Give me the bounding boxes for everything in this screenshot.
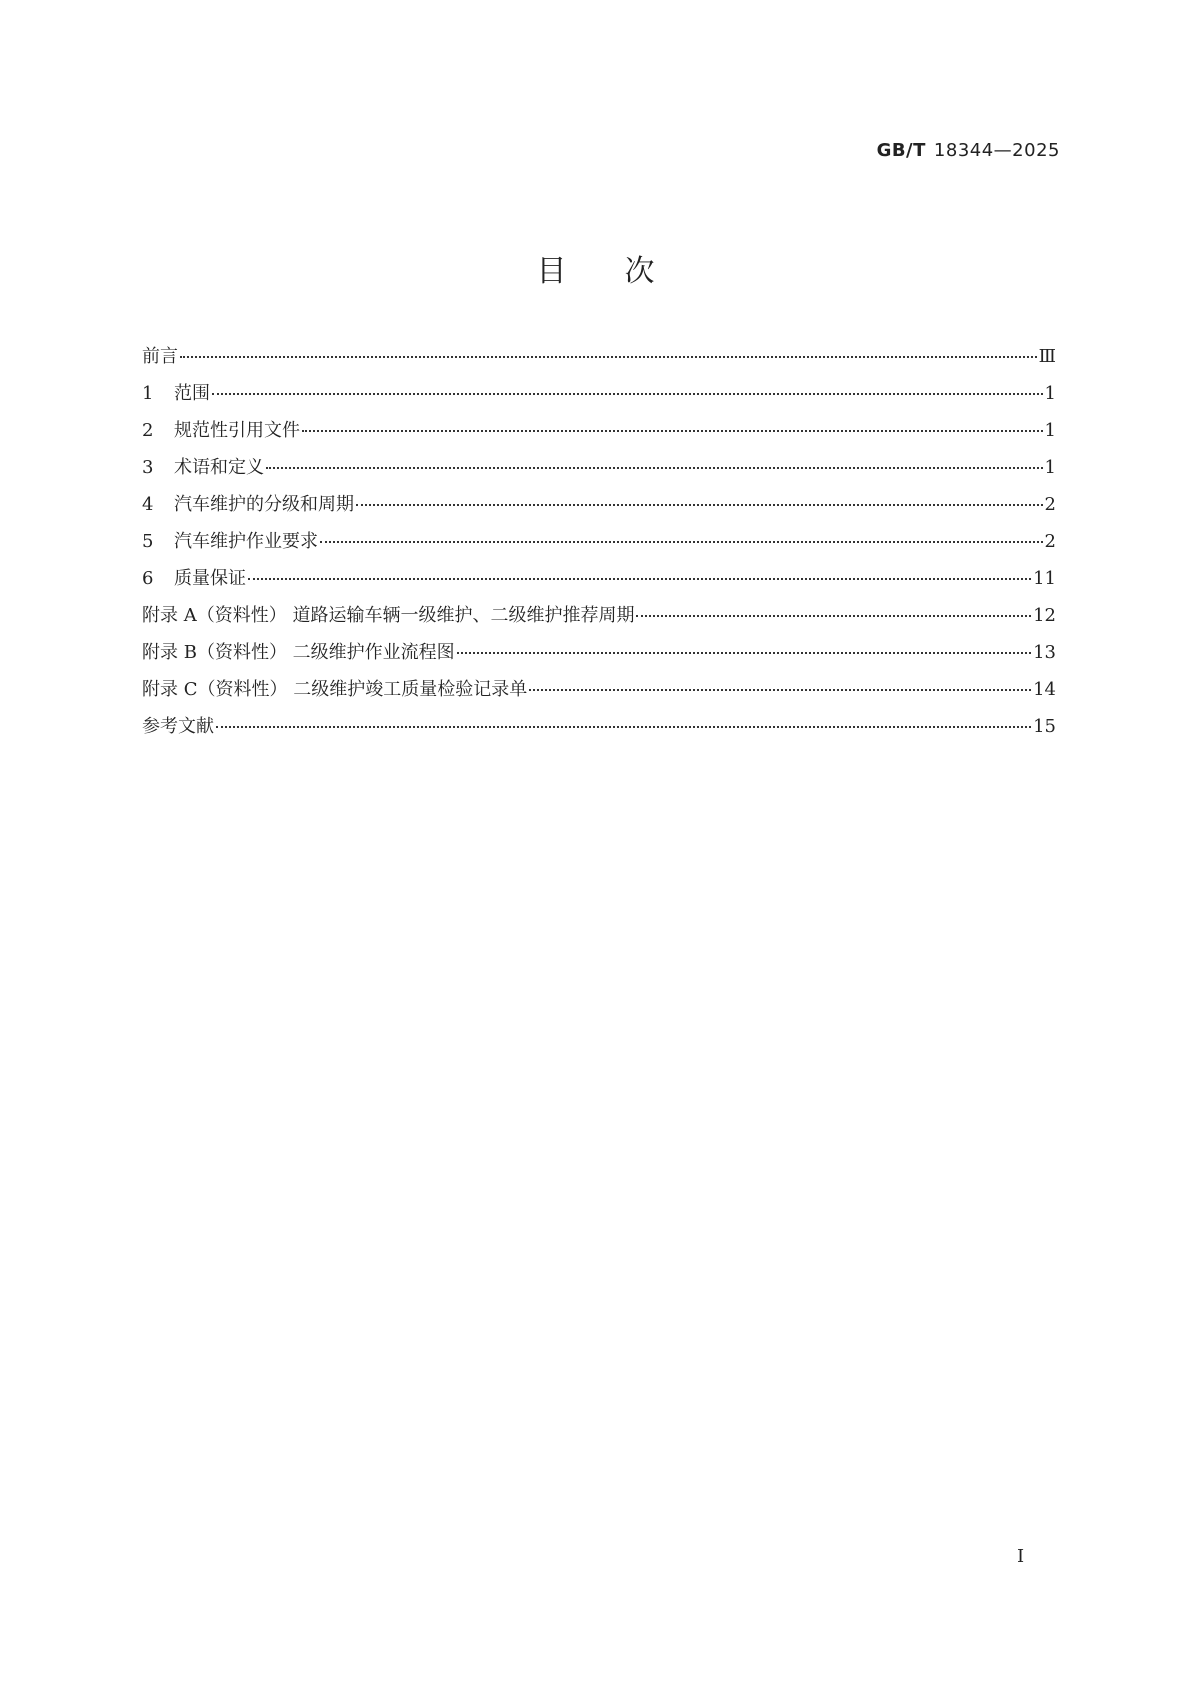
toc-entry-2[interactable] [142, 416, 1056, 453]
toc-entry-label: 规范性引用文件 [174, 420, 300, 441]
toc-dot-leader [529, 689, 1031, 691]
toc-entry-number: 2 [142, 420, 154, 441]
standard-code-prefix: GB/T [876, 140, 926, 161]
table-of-contents [142, 342, 1056, 749]
toc-entry-page: 2 [1044, 531, 1056, 552]
toc-dot-leader [457, 652, 1031, 654]
standard-code [877, 140, 1060, 161]
toc-dot-leader [216, 726, 1031, 728]
toc-entry-label: 质量保证 [174, 568, 246, 589]
toc-entry-appendix-a[interactable] [142, 601, 1056, 638]
toc-entry-label: 汽车维护的分级和周期 [174, 494, 354, 515]
toc-entry-label: 范围 [174, 383, 210, 404]
toc-entry-label: 附录 A（资料性） 道路运输车辆一级维护、二级维护推荐周期 [142, 605, 635, 626]
toc-entry-page: 15 [1033, 716, 1056, 737]
toc-entry-number: 5 [142, 531, 154, 552]
toc-entry-page: 1 [1044, 420, 1056, 441]
toc-dot-leader [266, 467, 1043, 469]
toc-entry-label: 附录 B（资料性） 二级维护作业流程图 [142, 642, 455, 663]
toc-entry-page: 1 [1044, 383, 1056, 404]
toc-entry-page: Ⅲ [1038, 346, 1056, 367]
toc-entry-page: 1 [1044, 457, 1056, 478]
toc-dot-leader [212, 393, 1043, 395]
toc-entry-5[interactable] [142, 527, 1056, 564]
toc-dot-leader [302, 430, 1043, 432]
toc-entry-6[interactable] [142, 564, 1056, 601]
toc-entry-page: 12 [1033, 605, 1056, 626]
toc-entry-page: 11 [1033, 568, 1056, 589]
toc-entry-page: 13 [1033, 642, 1056, 663]
page-number: I [1017, 1546, 1025, 1567]
toc-dot-leader [636, 615, 1031, 617]
toc-entry-label: 附录 C（资料性） 二级维护竣工质量检验记录单 [142, 679, 528, 700]
toc-entry-foreword[interactable] [142, 342, 1056, 379]
toc-entry-number: 6 [142, 568, 154, 589]
toc-entry-label: 汽车维护作业要求 [174, 531, 318, 552]
toc-entry-page: 14 [1033, 679, 1056, 700]
toc-entry-label: 参考文献 [142, 716, 214, 737]
toc-dot-leader [180, 356, 1037, 358]
toc-entry-appendix-b[interactable] [142, 638, 1056, 675]
toc-entry-1[interactable] [142, 379, 1056, 416]
toc-dot-leader [248, 578, 1031, 580]
page-title: 目次 [536, 254, 713, 289]
toc-entry-number: 3 [142, 457, 154, 478]
toc-entry-number: 1 [142, 383, 154, 404]
toc-dot-leader [320, 541, 1043, 543]
toc-entry-3[interactable] [142, 453, 1056, 490]
toc-entry-appendix-c[interactable] [142, 675, 1056, 712]
standard-code-number: 18344—2025 [933, 140, 1060, 161]
toc-entry-label: 术语和定义 [174, 457, 264, 478]
toc-entry-label: 前言 [142, 346, 178, 367]
toc-entry-number: 4 [142, 494, 154, 515]
toc-entry-bibliography[interactable] [142, 712, 1056, 749]
toc-entry-4[interactable] [142, 490, 1056, 527]
toc-entry-page: 2 [1044, 494, 1056, 515]
toc-dot-leader [356, 504, 1043, 506]
